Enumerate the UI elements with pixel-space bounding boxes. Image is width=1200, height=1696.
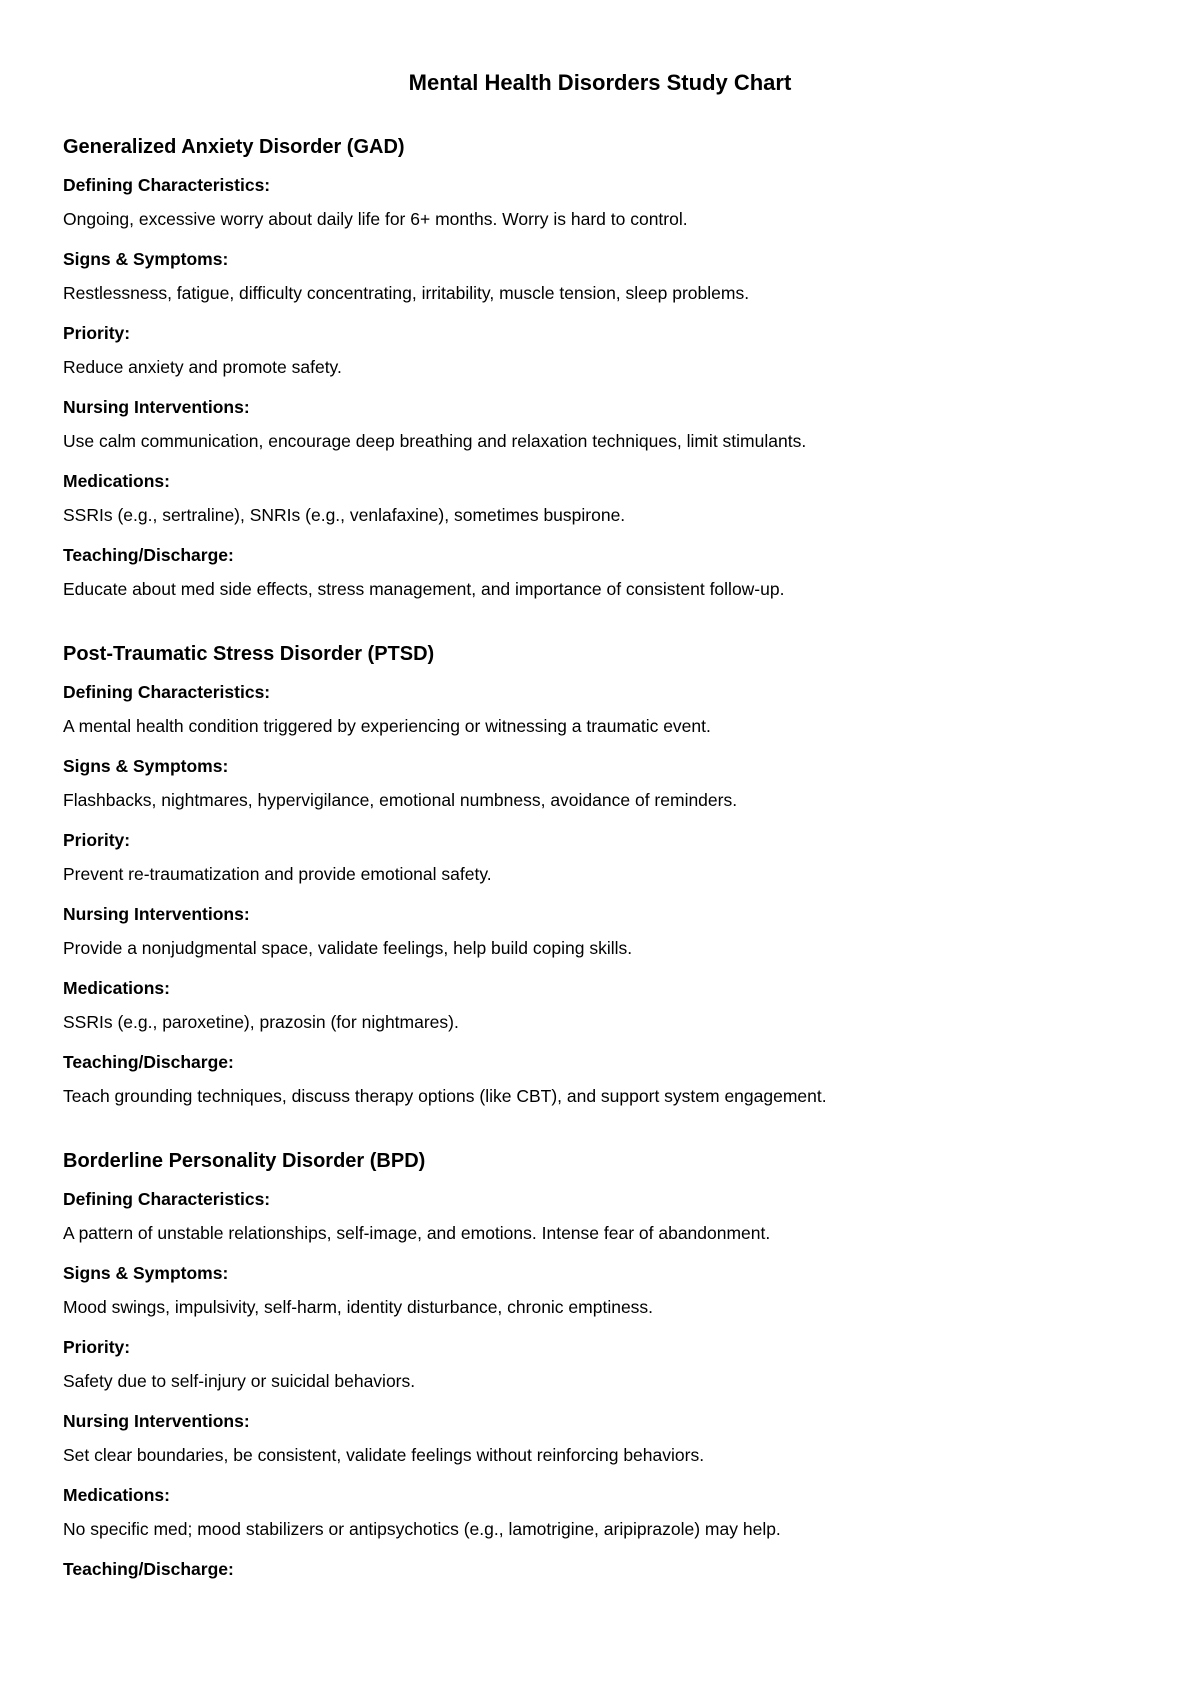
field-label: Teaching/Discharge: xyxy=(63,1052,234,1072)
field-label: Signs & Symptoms: xyxy=(63,756,229,776)
field-value: Educate about med side effects, stress management, and importance of consistent follow-up. xyxy=(63,579,785,599)
field-priority xyxy=(63,321,1143,379)
field-value: No specific med; mood stabilizers or antipsychotics (e.g., lamotrigine, aripiprazole) may help. xyxy=(63,1519,781,1539)
field-value: Provide a nonjudgmental space, validate feelings, help build coping skills. xyxy=(63,938,633,958)
field-value: Flashbacks, nightmares, hypervigilance, emotional numbness, avoidance of reminders. xyxy=(63,790,738,810)
field-label: Signs & Symptoms: xyxy=(63,1263,229,1283)
field-teaching-discharge xyxy=(63,1050,1143,1108)
section-gad xyxy=(63,135,1143,617)
field-medications xyxy=(63,469,1143,527)
field-medications xyxy=(63,976,1143,1034)
section-bpd xyxy=(63,1149,1143,1591)
field-value: Teach grounding techniques, discuss therapy options (like CBT), and support system engagement. xyxy=(63,1086,827,1106)
field-nursing-interventions xyxy=(63,395,1143,453)
field-signs-symptoms xyxy=(63,754,1143,812)
field-label: Teaching/Discharge: xyxy=(63,545,234,565)
field-value: Safety due to self-injury or suicidal behaviors. xyxy=(63,1371,416,1391)
field-value: Use calm communication, encourage deep breathing and relaxation techniques, limit stimulants. xyxy=(63,431,807,451)
field-priority xyxy=(63,1335,1143,1393)
field-teaching-discharge xyxy=(63,543,1143,601)
section-ptsd xyxy=(63,642,1143,1124)
field-nursing-interventions xyxy=(63,902,1143,960)
field-value: A pattern of unstable relationships, self-image, and emotions. Intense fear of abandonment. xyxy=(63,1223,771,1243)
field-value: SSRIs (e.g., sertraline), SNRIs (e.g., venlafaxine), sometimes buspirone. xyxy=(63,505,626,525)
section-heading: Post-Traumatic Stress Disorder (PTSD) xyxy=(63,643,435,665)
field-defining-characteristics xyxy=(63,1187,1143,1245)
field-nursing-interventions xyxy=(63,1409,1143,1467)
field-label: Defining Characteristics: xyxy=(63,175,271,195)
field-label: Medications: xyxy=(63,1485,170,1505)
field-value: Reduce anxiety and promote safety. xyxy=(63,357,342,377)
field-label: Nursing Interventions: xyxy=(63,904,250,924)
field-value: SSRIs (e.g., paroxetine), prazosin (for nightmares). xyxy=(63,1012,459,1032)
field-value: Mood swings, impulsivity, self-harm, identity disturbance, chronic emptiness. xyxy=(63,1297,654,1317)
field-label: Defining Characteristics: xyxy=(63,1189,271,1209)
field-label: Medications: xyxy=(63,978,170,998)
section-heading: Borderline Personality Disorder (BPD) xyxy=(63,1150,426,1172)
section-heading: Generalized Anxiety Disorder (GAD) xyxy=(63,136,405,158)
field-label: Nursing Interventions: xyxy=(63,397,250,417)
field-medications xyxy=(63,1483,1143,1541)
field-value: Restlessness, fatigue, difficulty concentrating, irritability, muscle tension, sleep problems. xyxy=(63,283,750,303)
field-label: Medications: xyxy=(63,471,170,491)
field-signs-symptoms xyxy=(63,1261,1143,1319)
field-label: Defining Characteristics: xyxy=(63,682,271,702)
field-label: Nursing Interventions: xyxy=(63,1411,250,1431)
field-teaching-discharge xyxy=(63,1557,1143,1581)
field-value: A mental health condition triggered by experiencing or witnessing a traumatic event. xyxy=(63,716,711,736)
field-value: Ongoing, excessive worry about daily life for 6+ months. Worry is hard to control. xyxy=(63,209,688,229)
field-value: Set clear boundaries, be consistent, validate feelings without reinforcing behaviors. xyxy=(63,1445,705,1465)
field-priority xyxy=(63,828,1143,886)
field-label: Signs & Symptoms: xyxy=(63,249,229,269)
field-label: Teaching/Discharge: xyxy=(63,1559,234,1579)
field-value: Prevent re-traumatization and provide emotional safety. xyxy=(63,864,492,884)
document-title: Mental Health Disorders Study Chart xyxy=(408,70,792,95)
field-label: Priority: xyxy=(63,323,131,343)
field-label: Priority: xyxy=(63,1337,131,1357)
field-defining-characteristics xyxy=(63,680,1143,738)
field-signs-symptoms xyxy=(63,247,1143,305)
field-label: Priority: xyxy=(63,830,131,850)
field-defining-characteristics xyxy=(63,173,1143,231)
